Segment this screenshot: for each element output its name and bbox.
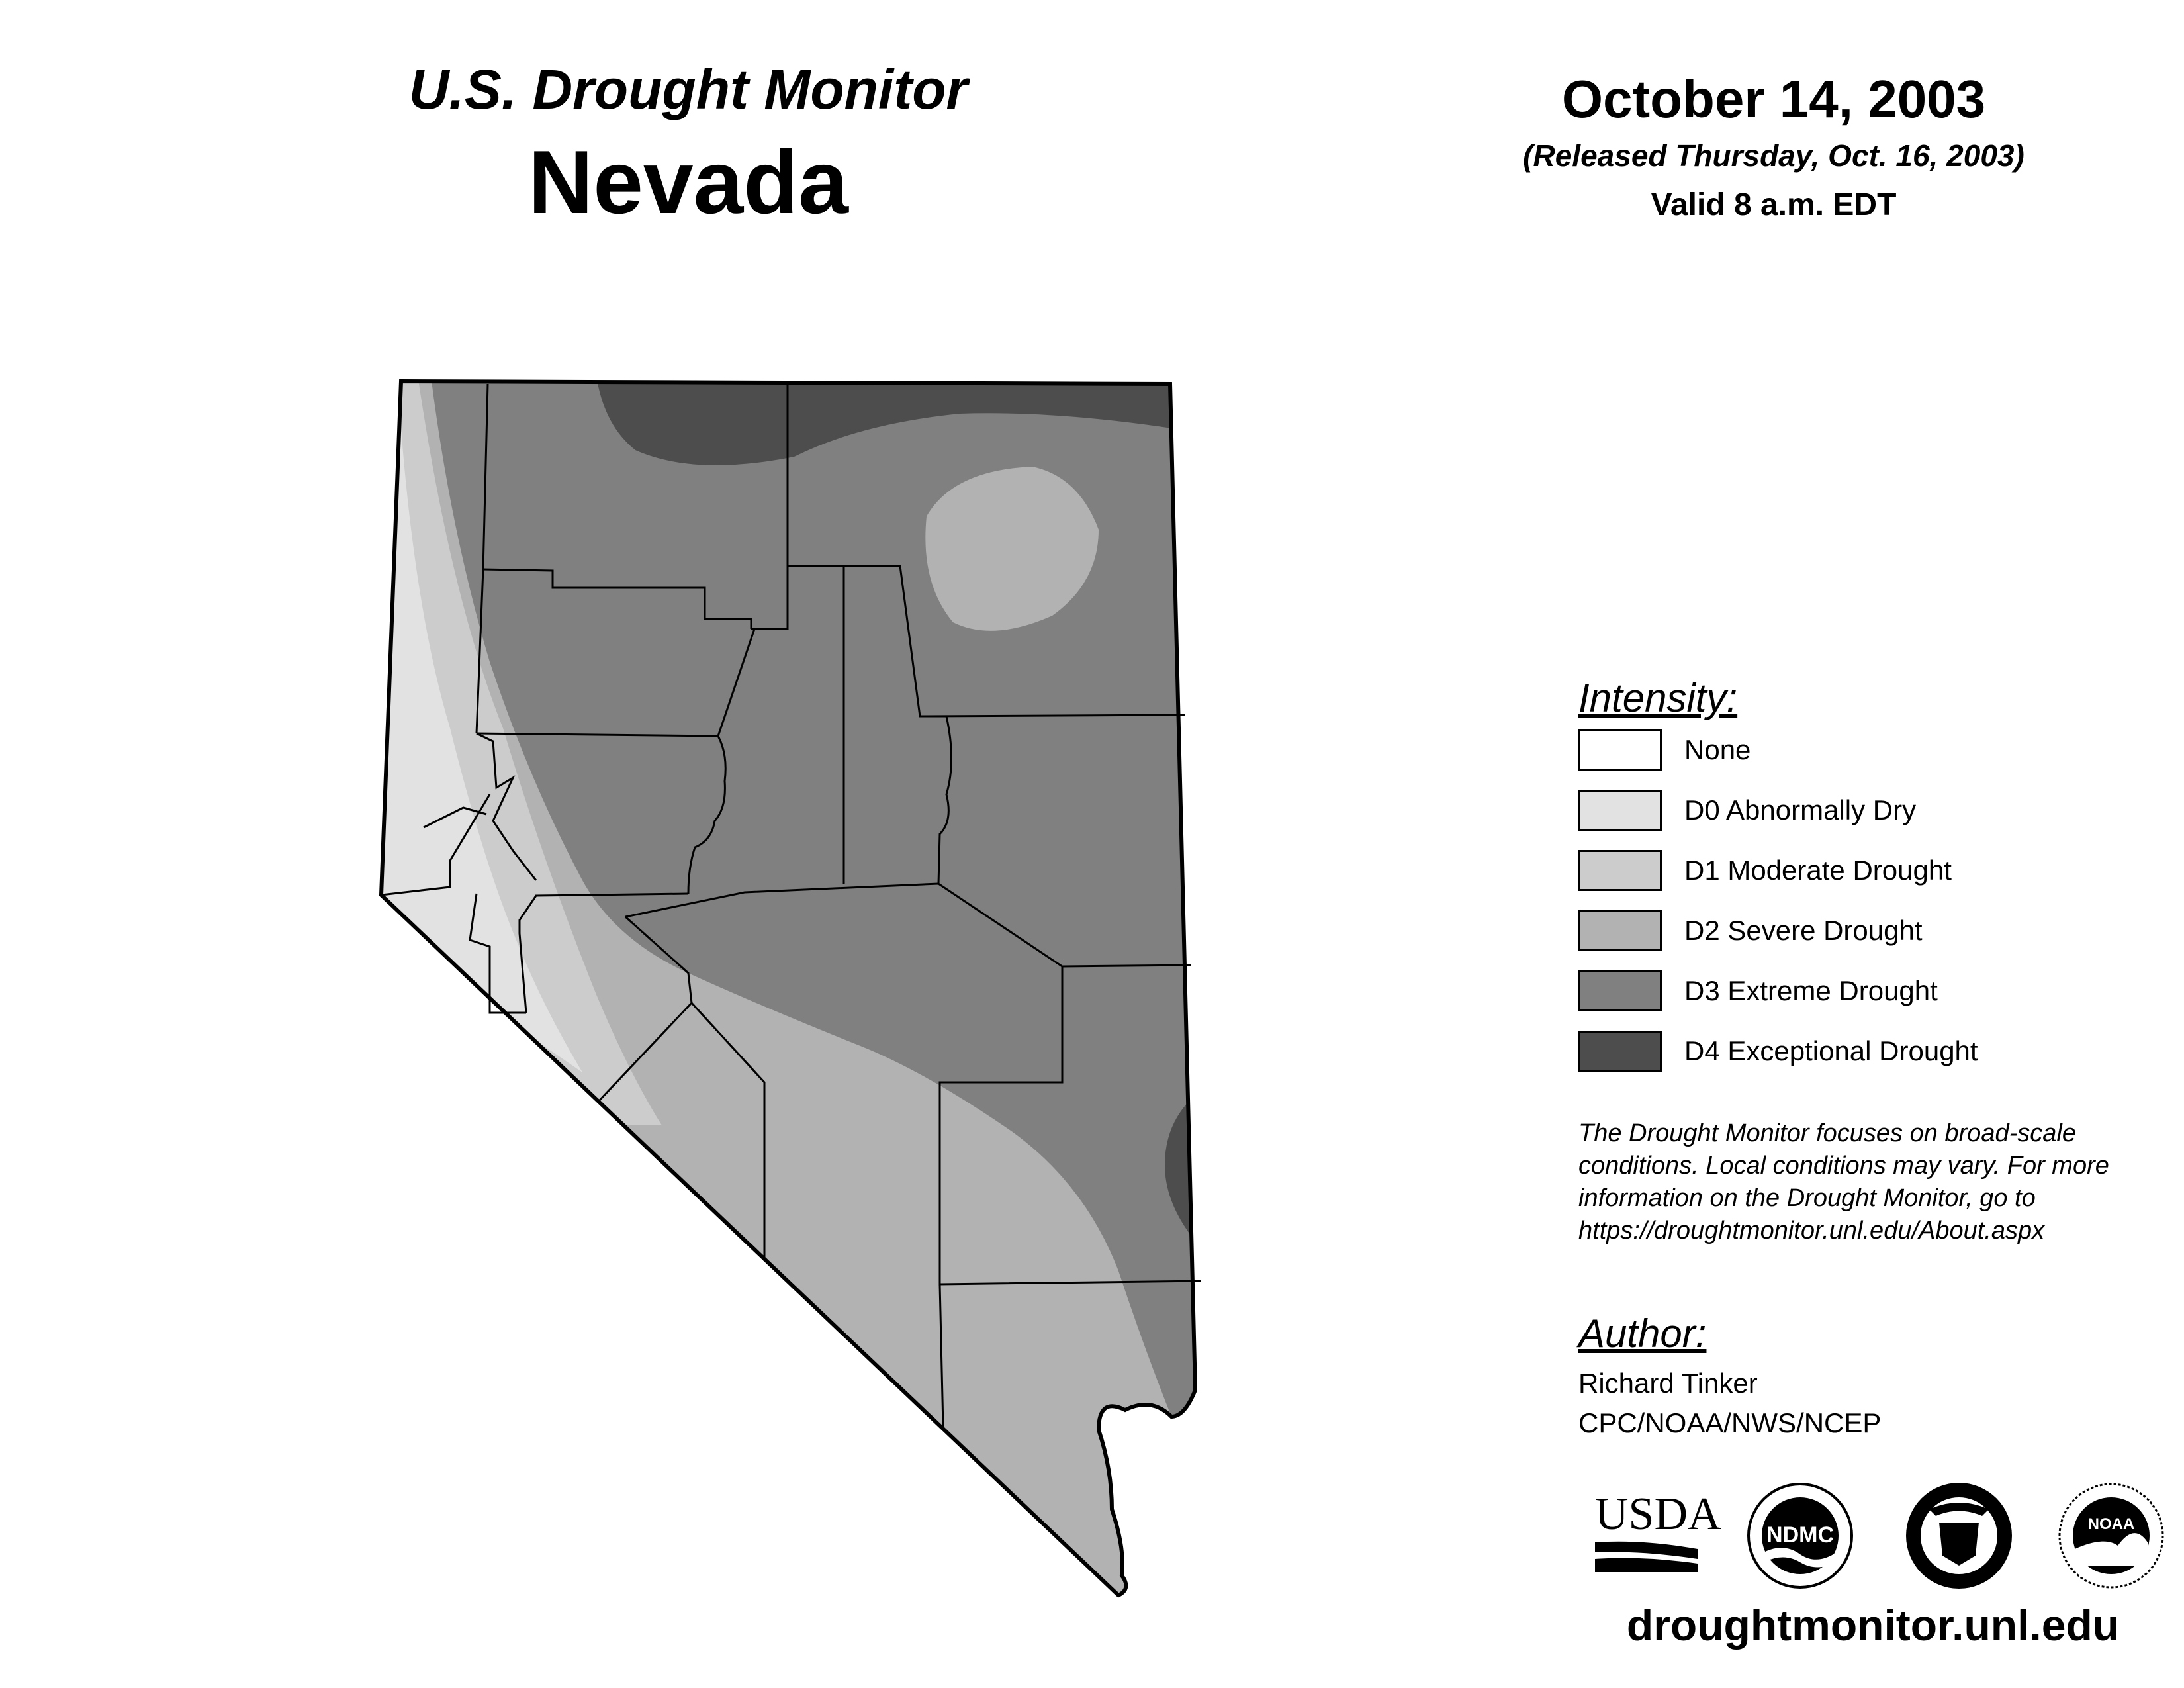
legend [1578, 669, 2174, 1090]
partner-logos [1588, 1476, 2171, 1595]
legend-item-d2 [1578, 909, 2174, 969]
ndmc-logo [1749, 1484, 1852, 1587]
map-title: Nevada [528, 132, 848, 232]
noaa-logo-text: NOAA [2087, 1515, 2135, 1533]
legend-label: D3 Extreme Drought [1684, 975, 1938, 1006]
legend-item-d1 [1578, 849, 2174, 909]
legend-label: D2 Severe Drought [1684, 915, 1923, 946]
legend-swatch [1578, 970, 1662, 1011]
website-link[interactable]: droughtmonitor.unl.edu [1626, 1601, 2120, 1650]
ndmc-logo-text: NDMC [1766, 1523, 1834, 1548]
usda-logo-text: USDA [1595, 1489, 1721, 1540]
disclaimer-line: conditions. Local conditions may vary. For more [1578, 1152, 2109, 1180]
disclaimer [1578, 1117, 2174, 1247]
legend-item-none [1578, 728, 2174, 788]
legend-heading: Intensity: [1578, 676, 1738, 720]
commerce-seal [1906, 1483, 2012, 1589]
author-block [1578, 1304, 2174, 1443]
map-date: October 14, 2003 [1561, 70, 1986, 128]
legend-label: D1 Moderate Drought [1684, 855, 1952, 886]
release-date: (Released Thursday, Oct. 16, 2003) [1523, 138, 2025, 173]
legend-item-d4 [1578, 1029, 2174, 1090]
disclaimer-line: The Drought Monitor focuses on broad-scale [1578, 1119, 2076, 1147]
valid-time: Valid 8 a.m. EDT [1651, 187, 1897, 222]
disclaimer-line: information on the Drought Monitor, go to [1578, 1184, 2036, 1212]
legend-swatch [1578, 1031, 1662, 1072]
author-name: Richard Tinker [1578, 1368, 1758, 1399]
legend-swatch [1578, 850, 1662, 891]
legend-label: D4 Exceptional Drought [1684, 1035, 1978, 1066]
usda-logo [1595, 1489, 1721, 1572]
legend-label: D0 Abnormally Dry [1684, 794, 1917, 825]
noaa-logo [2060, 1484, 2163, 1587]
legend-label: None [1684, 734, 1751, 765]
map-subtitle: U.S. Drought Monitor [408, 58, 968, 120]
legend-swatch [1578, 790, 1662, 831]
legend-item-d0 [1578, 788, 2174, 849]
author-org: CPC/NOAA/NWS/NCEP [1578, 1407, 1882, 1438]
legend-swatch [1578, 910, 1662, 951]
legend-swatch [1578, 729, 1662, 771]
legend-item-d3 [1578, 969, 2174, 1029]
disclaimer-url: https://droughtmonitor.unl.edu/About.aspx [1578, 1217, 2045, 1244]
author-heading: Author: [1578, 1311, 1707, 1356]
